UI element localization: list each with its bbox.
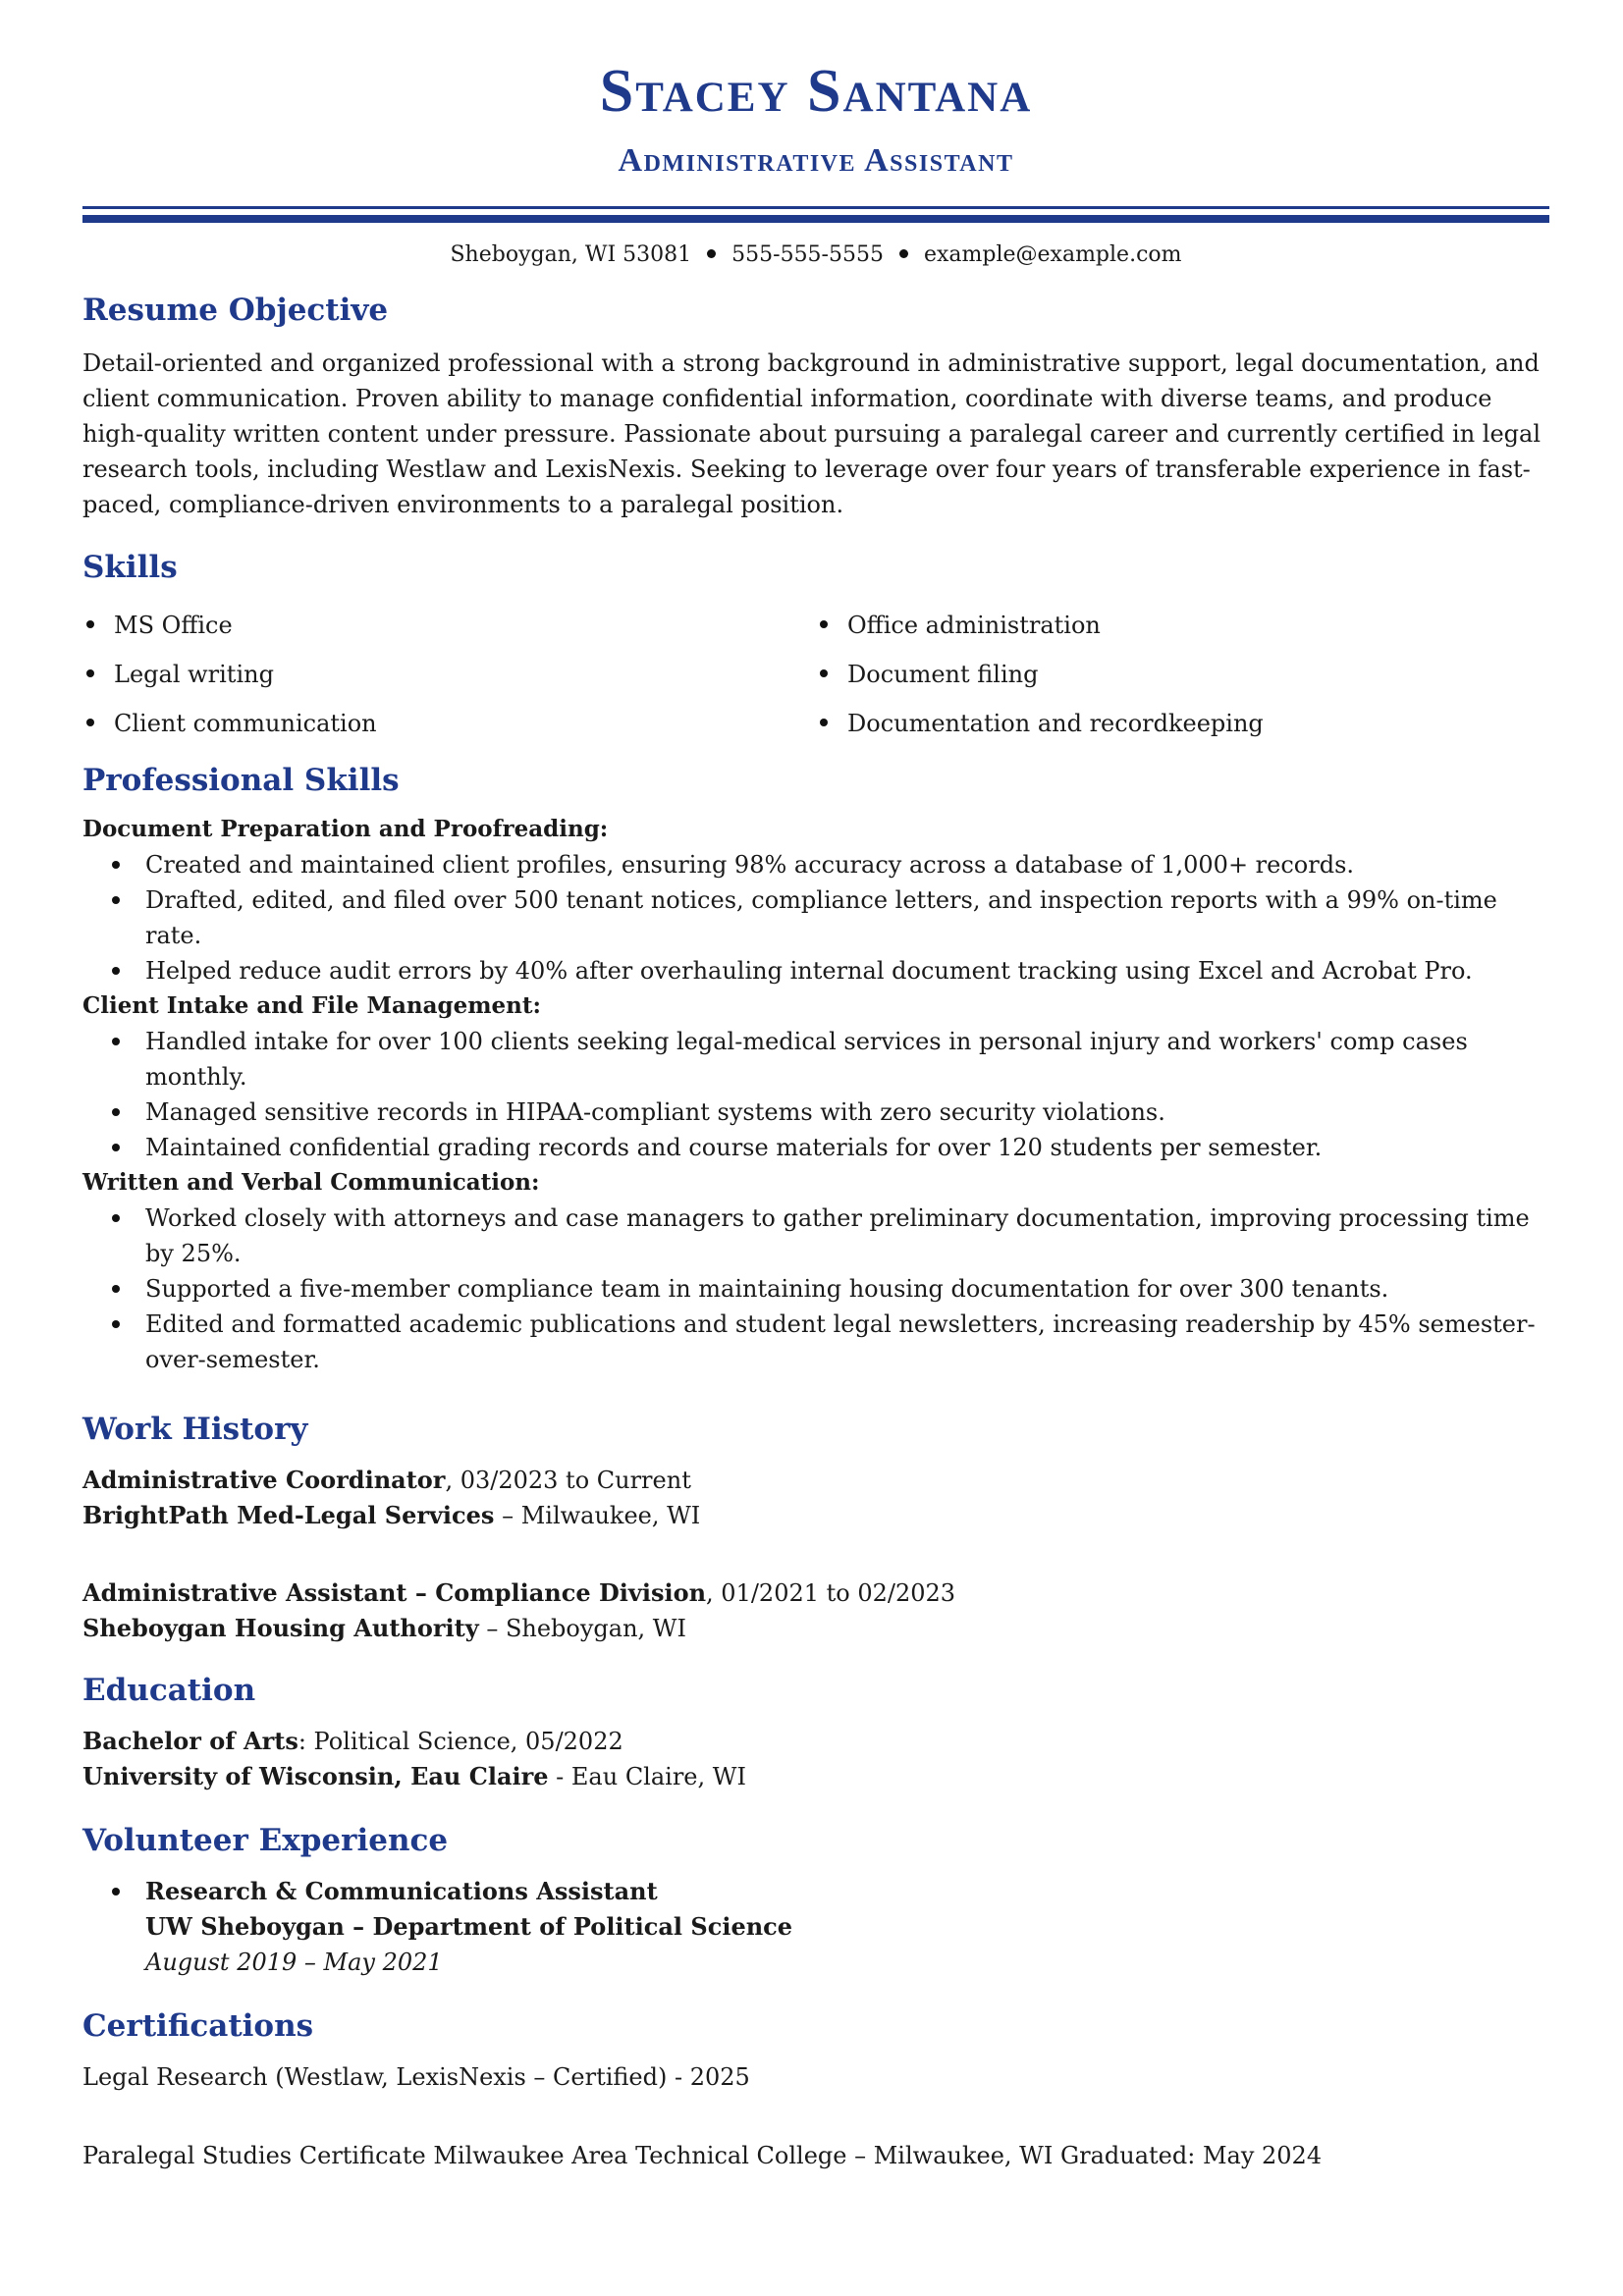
certifications-section xyxy=(82,2006,1549,2173)
skill-group xyxy=(82,812,1549,988)
job-role: Administrative Coordinator xyxy=(82,1466,446,1494)
job-dates: , 01/2021 to 02/2023 xyxy=(706,1579,956,1607)
list-item: Worked closely with attorneys and case managers to gather preliminary documentation, improving processing time by 25%. xyxy=(82,1201,1549,1271)
job-entry xyxy=(82,1463,1549,1533)
skill-group-title: Document Preparation and Proofreading: xyxy=(82,816,609,842)
bullet-icon xyxy=(899,249,908,258)
bullet-icon xyxy=(707,249,716,258)
job-dates: , 03/2023 to Current xyxy=(445,1467,691,1494)
school-name: University of Wisconsin, Eau Claire xyxy=(82,1762,549,1790)
degree-detail: : Political Science, 05/2022 xyxy=(298,1728,623,1755)
job-location: – Sheboygan, WI xyxy=(478,1615,686,1642)
skills-left-list xyxy=(82,601,816,748)
resume-page xyxy=(82,0,1549,2169)
volunteer-org: UW Sheboygan – Department of Political Science xyxy=(145,1912,793,1941)
skills-right-list xyxy=(816,601,1549,748)
certification-item: Legal Research (Westlaw, LexisNexis – Certified) - 2025 xyxy=(82,2063,750,2091)
objective-text: Detail-oriented and organized professional with a strong background in administrative support, legal documentation, and client communication. Proven ability to manage confidential information, coordinate with diverse teams, and produce high-quality written content under pressure. Passionate about pursuing a paralegal career and currently certified in legal research tools, including Westlaw and LexisNexis. Seeking to leverage over four years of transferable experience in fast-paced, compliance-driven environments to a paralegal position. xyxy=(82,349,1542,518)
certifications-heading: Certifications xyxy=(82,2008,314,2044)
volunteer-entry xyxy=(82,1874,1549,1980)
list-item: Managed sensitive records in HIPAA-compliant systems with zero security violations. xyxy=(82,1095,1549,1130)
skill-group xyxy=(82,1165,1549,1377)
list-item: Maintained confidential grading records and course materials for over 120 students per semester. xyxy=(82,1130,1549,1165)
list-item: Created and maintained client profiles, ensuring 98% accuracy across a database of 1,000+ records. xyxy=(82,847,1549,882)
certification-item: Paralegal Studies Certificate Milwaukee Area Technical College – Milwaukee, WI Graduated: May 2024 xyxy=(82,2142,1323,2169)
list-item: Helped reduce audit errors by 40% after overhauling internal document tracking using Excel and Acrobat Pro. xyxy=(82,953,1549,988)
skill-item: Client communication xyxy=(82,699,816,748)
list-item: Drafted, edited, and filed over 500 tenant notices, compliance letters, and inspection reports with a 99% on-time rate. xyxy=(82,882,1549,953)
skill-group-title: Client Intake and File Management: xyxy=(82,992,542,1019)
job-company: Sheboygan Housing Authority xyxy=(82,1614,479,1642)
skill-group-list xyxy=(82,847,1549,988)
school-location: - Eau Claire, WI xyxy=(548,1763,746,1790)
job-location: – Milwaukee, WI xyxy=(494,1502,701,1529)
professional-skills-heading: Professional Skills xyxy=(82,763,400,798)
contact-line xyxy=(82,240,1549,270)
skills-section xyxy=(82,548,1549,748)
skill-item: Document filing xyxy=(816,650,1549,699)
objective-heading: Resume Objective xyxy=(82,293,389,328)
header-divider-thin xyxy=(82,206,1549,209)
list-item: Supported a five-member compliance team in maintaining housing documentation for over 300 tenants. xyxy=(82,1271,1549,1307)
volunteer-list xyxy=(82,1874,1549,1980)
resume-header xyxy=(82,0,1549,270)
list-item: Edited and formatted academic publications and student legal newsletters, increasing readership by 45% semester-over-semester. xyxy=(82,1307,1549,1377)
candidate-title: Administrative Assistant xyxy=(618,142,1014,179)
volunteer-dates: August 2019 – May 2021 xyxy=(145,1949,443,1976)
job-role: Administrative Assistant – Compliance Division xyxy=(82,1578,707,1607)
skill-item: Office administration xyxy=(816,601,1549,650)
contact-email: example@example.com xyxy=(923,242,1182,267)
contact-location: Sheboygan, WI 53081 xyxy=(450,242,692,267)
education-section xyxy=(82,1671,1549,1794)
skill-group-title: Written and Verbal Communication: xyxy=(82,1169,540,1196)
list-item: Handled intake for over 100 clients seeking legal-medical services in personal injury and workers' comp cases monthly. xyxy=(82,1024,1549,1095)
objective-section xyxy=(82,291,1549,522)
contact-phone: 555-555-5555 xyxy=(731,242,884,267)
job-company: BrightPath Med-Legal Services xyxy=(82,1501,495,1529)
professional-skills-section xyxy=(82,761,1549,1377)
volunteer-role: Research & Communications Assistant xyxy=(145,1877,658,1905)
work-history-heading: Work History xyxy=(82,1412,308,1447)
work-history-section xyxy=(82,1410,1549,1646)
education-heading: Education xyxy=(82,1673,256,1708)
candidate-name: Stacey Santana xyxy=(599,58,1033,125)
header-divider-thick xyxy=(82,215,1549,223)
volunteer-heading: Volunteer Experience xyxy=(82,1823,449,1858)
degree: Bachelor of Arts xyxy=(82,1727,298,1755)
skill-item: Legal writing xyxy=(82,650,816,699)
skill-item: Documentation and recordkeeping xyxy=(816,699,1549,748)
skill-item: MS Office xyxy=(82,601,816,650)
volunteer-section xyxy=(82,1821,1549,1980)
skills-heading: Skills xyxy=(82,550,178,585)
education-entry xyxy=(82,1724,1549,1794)
job-entry xyxy=(82,1575,1549,1646)
skill-group xyxy=(82,988,1549,1165)
skill-group-list xyxy=(82,1024,1549,1165)
skills-columns xyxy=(82,601,1549,748)
skill-group-list xyxy=(82,1201,1549,1377)
